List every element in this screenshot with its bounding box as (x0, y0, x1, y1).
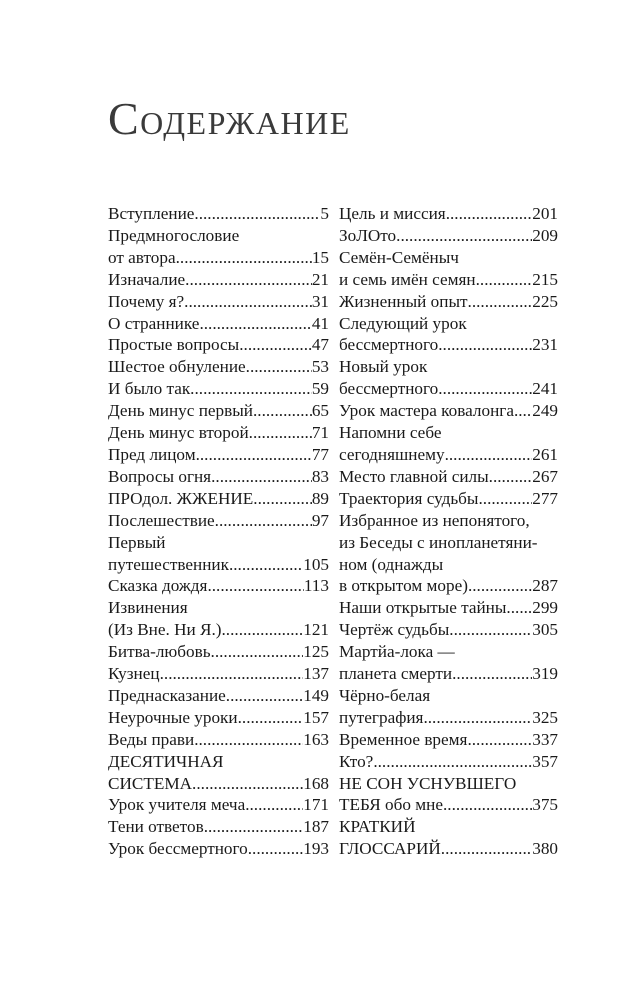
toc-entry-title: в открытом море) (339, 576, 468, 596)
dot-leader (204, 816, 304, 838)
dot-leader (245, 794, 303, 816)
toc-entry-title: из Беседы с инопланетяни- (339, 532, 538, 552)
toc-entry-title: Урок бессмертного (108, 839, 248, 859)
toc-entry-title: Веды прави (108, 729, 195, 749)
toc-entry-title: и семь имён семян (339, 269, 476, 289)
toc-entry (339, 422, 558, 466)
toc-entry-title: Цель и миссия (339, 204, 446, 223)
toc-page-number: 137 (303, 664, 329, 684)
toc-entry-title: Семён-Семёныч (339, 247, 459, 267)
toc-page-number: 113 (303, 576, 329, 596)
toc-entry-title: Временное время (339, 729, 468, 749)
toc-entry-title: ЗоЛОто (339, 225, 397, 245)
toc-page-number: 77 (311, 444, 329, 464)
toc-entry-title: Траектория судьбы (339, 488, 479, 508)
toc-page-number: 53 (311, 357, 329, 377)
toc-entry (108, 400, 329, 422)
toc-entry (339, 400, 558, 422)
dot-leader (253, 488, 312, 510)
toc-entry-title: от автора (108, 247, 176, 267)
dot-leader (176, 247, 312, 269)
dot-leader (194, 729, 303, 751)
toc-entry (339, 356, 558, 400)
dot-leader (396, 225, 532, 247)
toc-entry (108, 685, 329, 707)
dot-leader (452, 663, 532, 685)
toc-entry-title: путешественник (108, 554, 229, 574)
toc-page-number: 380 (532, 839, 558, 859)
toc-entry-title: сегодняшнему (339, 444, 445, 464)
toc-entry-title: День минус второй (108, 423, 249, 443)
toc-page-number: 97 (311, 510, 329, 530)
dot-leader (438, 378, 532, 400)
toc-entry-title: Вопросы огня (108, 466, 212, 486)
dot-leader (185, 269, 312, 291)
dot-leader (211, 466, 312, 488)
dot-leader (249, 422, 312, 444)
toc-entry-title: Извинения (108, 598, 188, 618)
toc-entry (108, 641, 329, 663)
dot-leader (489, 466, 533, 488)
toc-page-number: 209 (532, 225, 558, 245)
toc-entry-title: (Из Вне. Ни Я.) (108, 620, 222, 640)
dot-leader (226, 685, 303, 707)
toc-entry (108, 729, 329, 751)
toc-page-number: 149 (303, 685, 329, 705)
dot-leader (196, 444, 312, 466)
toc-entry-title: Избранное из непонятого, (339, 510, 530, 530)
toc-entry-title: ТЕБЯ обо мне (339, 795, 443, 815)
toc-entry-title: Чертёж судьбы (339, 620, 450, 640)
toc-entry-title: Шестое обнуление (108, 357, 246, 377)
toc-entry-title: СИСТЕМА (108, 773, 193, 793)
toc-page-number: 267 (532, 466, 558, 486)
toc-entry-title: Послешествие (108, 510, 215, 530)
toc-entry (339, 641, 558, 685)
dot-leader (478, 488, 532, 510)
toc-entry (108, 466, 329, 488)
toc-entry-title: Почему я? (108, 291, 185, 311)
toc-entry (108, 707, 329, 729)
dot-leader (194, 203, 320, 225)
toc-page-number: 187 (303, 817, 329, 837)
toc-page-number: 168 (303, 773, 329, 793)
toc-entry (339, 751, 558, 773)
toc-page-number: 201 (532, 204, 558, 223)
toc-entry (108, 378, 329, 400)
dot-leader (192, 773, 303, 795)
toc-entry-title: Чёрно-белая (339, 685, 431, 705)
dot-leader (215, 510, 312, 532)
dot-leader (443, 794, 532, 816)
toc-entry (108, 488, 329, 510)
toc-entry (339, 597, 558, 619)
dot-leader (449, 619, 532, 641)
dot-leader (446, 203, 533, 225)
toc-entry (339, 466, 558, 488)
toc-page-number: 59 (311, 379, 329, 399)
dot-leader (441, 838, 532, 860)
toc-entry-title: Тени ответов (108, 817, 204, 837)
dot-leader (253, 400, 312, 422)
toc-page-number: 31 (311, 291, 329, 311)
dot-leader (207, 575, 303, 597)
dot-leader (199, 313, 311, 335)
toc-entry-title: планета смерти (339, 664, 453, 684)
dot-leader (229, 554, 303, 576)
toc-entry (339, 291, 558, 313)
toc-page-number: 71 (311, 423, 329, 443)
toc-entry (108, 313, 329, 335)
toc-page-number: 231 (532, 335, 558, 355)
toc-entry-title: Первый (108, 532, 166, 552)
toc-entry-title: Вступление (108, 204, 195, 223)
toc-page-number: 241 (532, 379, 558, 399)
toc-entry-title: Неурочные уроки (108, 707, 238, 727)
toc-page-number: 299 (532, 598, 558, 618)
toc-entry-title: ном (однажды (339, 554, 444, 574)
toc-entry (108, 225, 329, 269)
toc-page-number: 277 (532, 488, 558, 508)
toc-page-number: 305 (532, 620, 558, 640)
dot-leader (190, 378, 312, 400)
toc-entry (108, 794, 329, 816)
toc-entry-title: ДЕСЯТИЧНАЯ (108, 751, 224, 771)
toc-page-number: 225 (532, 291, 558, 311)
toc-page-number: 357 (532, 751, 558, 771)
toc-entry (339, 773, 558, 817)
toc-entry-title: Жизненный опыт (339, 291, 468, 311)
toc-entry-title: И было так (108, 379, 191, 399)
toc-page-number: 105 (303, 554, 329, 574)
toc-entry (108, 575, 329, 597)
dot-leader (211, 641, 304, 663)
toc-entry-title: бессмертного (339, 335, 439, 355)
dot-leader (514, 400, 532, 422)
toc-page-number: 337 (532, 729, 558, 749)
dot-leader (468, 575, 532, 597)
toc-entry-title: Кузнец (108, 664, 160, 684)
toc-entry-title: Следующий урок (339, 313, 467, 333)
toc-page-number: 319 (532, 664, 558, 684)
toc-page-number: 89 (311, 488, 329, 508)
dot-leader (160, 663, 304, 685)
toc-entry-title: Мартйа-лока — (339, 642, 455, 662)
toc-entry (108, 751, 329, 795)
page-title: Содержание (108, 93, 351, 144)
toc-page-number: 15 (311, 247, 329, 267)
toc-page-number: 287 (532, 576, 558, 596)
toc-page-number: 121 (303, 620, 329, 640)
toc-entry (108, 510, 329, 532)
toc-entry (108, 838, 329, 860)
toc-entry-title: День минус первый (108, 401, 253, 421)
toc-entry (339, 619, 558, 641)
toc-page-number: 249 (532, 401, 558, 421)
dot-leader (238, 707, 304, 729)
toc-entry-title: Кто? (339, 751, 374, 771)
toc-page-number: 375 (532, 795, 558, 815)
toc-entry-title: ПРОдол. ЖЖЕНИЕ (108, 488, 254, 508)
toc-entry-title: Наши открытые тайны (339, 598, 507, 618)
toc-page-number: 21 (311, 269, 329, 289)
toc-entry (108, 203, 329, 225)
toc-page-number: 261 (532, 444, 558, 464)
toc-entry-title: Битва-любовь (108, 642, 211, 662)
dot-leader (445, 444, 533, 466)
toc-page-number: 125 (303, 642, 329, 662)
toc-entry-title: Простые вопросы (108, 335, 240, 355)
toc-entry-title: О страннике (108, 313, 200, 333)
toc-entry (108, 532, 329, 576)
dot-leader (246, 356, 312, 378)
toc-entry-title: Новый урок (339, 357, 428, 377)
dot-leader (423, 707, 532, 729)
dot-leader (248, 838, 304, 860)
toc-page-number: 65 (311, 401, 329, 421)
toc-entry-title: Сказка дождя (108, 576, 208, 596)
toc-entry-title: путеграфия (339, 707, 424, 727)
toc-entry-title: Урок мастера ковалонга (339, 401, 514, 421)
dot-leader (239, 334, 312, 356)
dot-leader (222, 619, 304, 641)
toc-entry (108, 291, 329, 313)
toc-page-number: 325 (532, 707, 558, 727)
toc-entry (339, 685, 558, 729)
toc-entry-title: Предмногословие (108, 225, 240, 245)
dot-leader (184, 291, 312, 313)
toc-entry (108, 422, 329, 444)
toc-entry (339, 488, 558, 510)
toc-page-number: 157 (303, 707, 329, 727)
toc-entry (108, 444, 329, 466)
dot-leader (438, 334, 532, 356)
toc-entry-title: Пред лицом (108, 444, 196, 464)
toc-entry (339, 225, 558, 247)
toc-entry-title: Урок учителя меча (108, 795, 246, 815)
toc-page-number: 47 (311, 335, 329, 355)
toc-entry-title: КРАТКИЙ (339, 817, 416, 837)
toc-entry-title: НЕ СОН УСНУВШЕГО (339, 773, 517, 793)
toc-entry (339, 816, 558, 860)
toc-entry (339, 510, 558, 598)
dot-leader (467, 729, 532, 751)
toc-entry (108, 816, 329, 838)
toc-entry (108, 663, 329, 685)
toc-left-column (108, 203, 329, 860)
toc-entry (339, 313, 558, 357)
toc-page-number: 83 (311, 466, 329, 486)
dot-leader (476, 269, 533, 291)
toc-page-number: 41 (311, 313, 329, 333)
toc-page-number: 193 (303, 839, 329, 859)
toc-entry (108, 597, 329, 641)
toc-entry-title: ГЛОССАРИЙ (339, 839, 441, 859)
dot-leader (468, 291, 533, 313)
toc-entry-title: Место главной силы (339, 466, 489, 486)
toc-entry (339, 247, 558, 291)
toc-entry-title: Изначалие (108, 269, 186, 289)
toc-page-number: 215 (532, 269, 558, 289)
dot-leader (373, 751, 532, 773)
toc-right-column (339, 203, 558, 860)
dot-leader (506, 597, 532, 619)
toc-entry (108, 269, 329, 291)
toc-entry-title: Напомни себе (339, 423, 442, 443)
toc-page-number: 171 (303, 795, 329, 815)
toc-page-number: 163 (303, 729, 329, 749)
toc-page-number: 5 (320, 204, 329, 223)
toc-entry (339, 729, 558, 751)
toc-entry (108, 334, 329, 356)
toc-entry (108, 356, 329, 378)
toc-entry-title: Преднасказание (108, 685, 226, 705)
toc-entry-title: бессмертного (339, 379, 439, 399)
toc-entry (339, 203, 558, 225)
